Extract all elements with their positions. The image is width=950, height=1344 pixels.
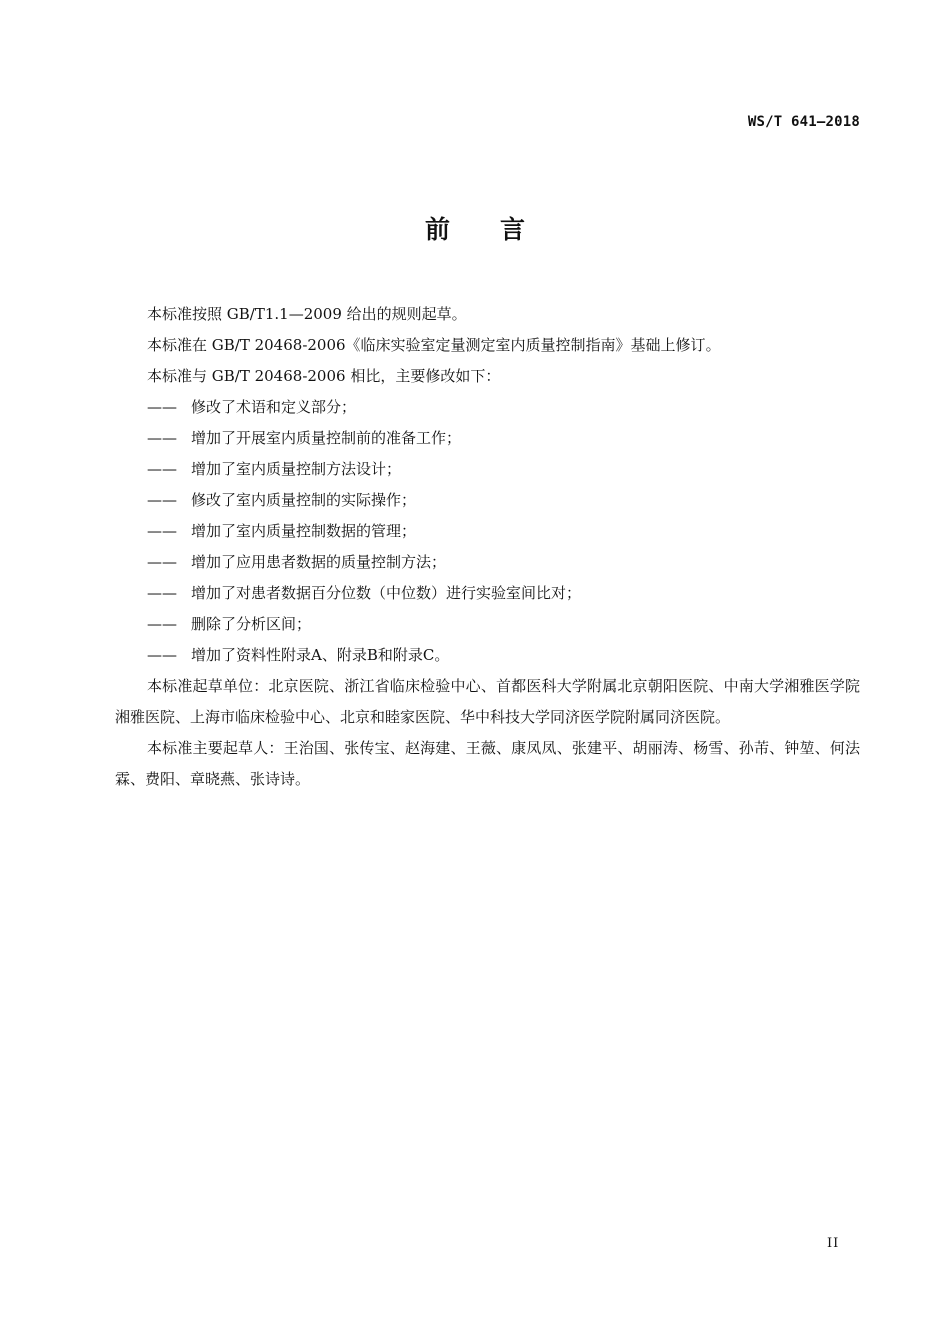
change-item — [115, 640, 860, 671]
dash-marker: —— — [147, 646, 177, 664]
drafting-units-paragraph: 本标准起草单位：北京医院、浙江省临床检验中心、首都医科大学附属北京朝阳医院、中南大学湘雅医学院湘雅医院、上海市临床检验中心、北京和睦家医院、华中科技大学同济医学院附属同济医院。 — [115, 677, 860, 726]
dash-marker: —— — [147, 398, 177, 416]
preface-body — [115, 299, 860, 795]
change-item — [115, 516, 860, 547]
page-number: II — [827, 1236, 840, 1251]
change-item-text: 修改了室内质量控制的实际操作； — [191, 491, 417, 509]
change-item-text: 增加了应用患者数据的质量控制方法； — [191, 553, 447, 571]
change-item-text: 增加了资料性附录A、附录B和附录C。 — [191, 646, 450, 664]
change-item — [115, 485, 860, 516]
drafting-rules-paragraph: 本标准按照 GB/T1.1—2009 给出的规则起草。 — [147, 305, 467, 323]
dash-marker: —— — [147, 584, 177, 602]
change-item-text: 增加了室内质量控制方法设计； — [191, 460, 402, 478]
dash-marker: —— — [147, 460, 177, 478]
page-title: 前言 — [424, 215, 575, 244]
revision-basis-paragraph: 本标准在 GB/T 20468-2006《临床实验室定量测定室内质量控制指南》基础上修订。 — [147, 336, 721, 354]
change-item-text: 修改了术语和定义部分； — [191, 398, 357, 416]
change-item — [115, 609, 860, 640]
dash-marker: —— — [147, 491, 177, 509]
change-item-text: 增加了开展室内质量控制前的准备工作； — [191, 429, 462, 447]
change-item — [115, 578, 860, 609]
change-item-text: 删除了分析区间； — [191, 615, 312, 633]
main-drafters-paragraph: 本标准主要起草人：王治国、张传宝、赵海建、王薇、康凤凤、张建平、胡丽涛、杨雪、孙芾、钟堃、何法霖、费阳、章晓燕、张诗诗。 — [115, 739, 860, 788]
dash-marker: —— — [147, 429, 177, 447]
change-item-text: 增加了对患者数据百分位数（中位数）进行实验室间比对； — [191, 584, 582, 602]
change-item — [115, 547, 860, 578]
change-item — [115, 392, 860, 423]
standard-code: WS/T 641—2018 — [747, 114, 860, 130]
dash-marker: —— — [147, 553, 177, 571]
change-item — [115, 454, 860, 485]
dash-marker: —— — [147, 615, 177, 633]
change-item — [115, 423, 860, 454]
change-item-text: 增加了室内质量控制数据的管理； — [191, 522, 417, 540]
dash-marker: —— — [147, 522, 177, 540]
main-changes-intro-paragraph: 本标准与 GB/T 20468-2006 相比，主要修改如下： — [147, 367, 501, 385]
